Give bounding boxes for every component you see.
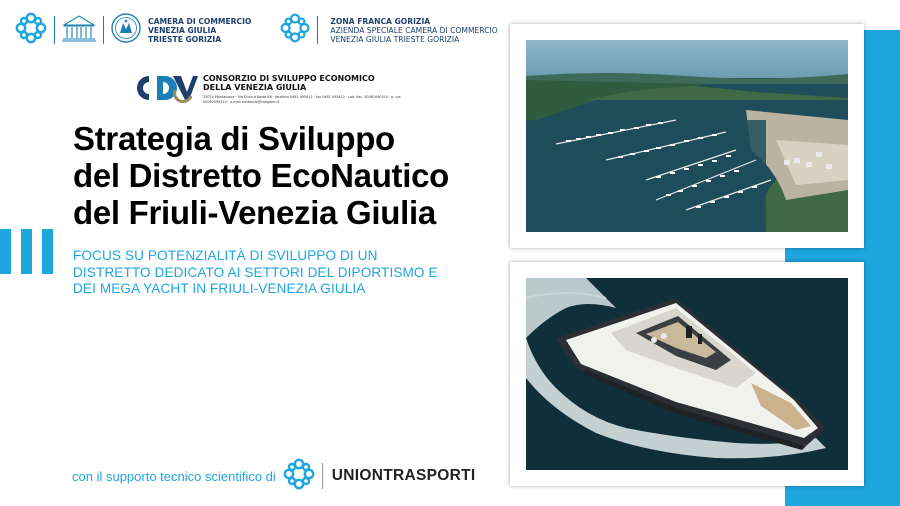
- camera-commercio-text: CAMERA DI COMMERCIO VENEZIA GIULIA TRIESTE GORIZIA: [148, 16, 252, 44]
- title-line: Strategia di Sviluppo: [73, 120, 395, 157]
- support-text: con il supporto tecnico scientifico di: [72, 468, 276, 484]
- zona-franca-logo-icon: [279, 12, 311, 48]
- consorzio-name-line: CONSORZIO DI SVILUPPO ECONOMICO: [203, 74, 375, 83]
- subtitle-line: FOCUS SU POTENZIALITÀ DI SVILUPPO DI UN: [73, 248, 378, 263]
- header-logos: [14, 12, 498, 48]
- camera-commercio-logo-icon: [14, 11, 48, 49]
- yacht-photo-frame: [510, 262, 864, 486]
- subtitle-line: DEI MEGA YACHT IN FRIULI-VENEZIA GIULIA: [73, 281, 366, 296]
- consorzio-text: [203, 74, 413, 104]
- title-line: del Friuli-Venezia Giulia: [73, 194, 436, 231]
- title-line: del Distretto EcoNautico: [73, 157, 450, 194]
- consorzio-address: 33074 Monfalcone · Via Duca d'Aosta 86 · telefono 0481 495411 · fax 0481 495412 · cod. fisc. 00062090310 · p. iva 00062090310 · e-mail consorzio@csegianc.it: [203, 95, 401, 104]
- consorzio-logo-icon: [135, 72, 199, 108]
- marina-photo: [526, 40, 848, 232]
- subtitle-line: DISTRETTO DEDICATO AI SETTORI DEL DIPORTISMO E: [73, 264, 438, 280]
- footer-separator: [322, 463, 323, 489]
- consorzio-name-line: DELLA VENEZIA GIULIA: [203, 83, 307, 92]
- header-separator: [54, 16, 55, 44]
- consorzio-block: [135, 72, 413, 108]
- building-icon: [61, 13, 97, 47]
- support-footer: [72, 459, 475, 493]
- zona-franca-text: ZONA FRANCA GORIZIA AZIENDA SPECIALE CAMERA DI COMMERCIO VENEZIA GIULIA TRIESTE GORIZIA: [330, 16, 498, 44]
- seal-icon: [110, 12, 142, 48]
- marina-photo-frame: [510, 24, 864, 248]
- uniontrasporti-wordmark: UNIONTRASPORTI: [331, 467, 476, 484]
- slide-subtitle: [73, 248, 513, 298]
- slide-title: [73, 120, 503, 231]
- header-separator: [317, 16, 318, 44]
- uniontrasporti-logo-icon: [282, 457, 316, 495]
- header-separator: [103, 16, 104, 44]
- yacht-photo: [526, 278, 848, 470]
- accent-stripes: [0, 229, 62, 274]
